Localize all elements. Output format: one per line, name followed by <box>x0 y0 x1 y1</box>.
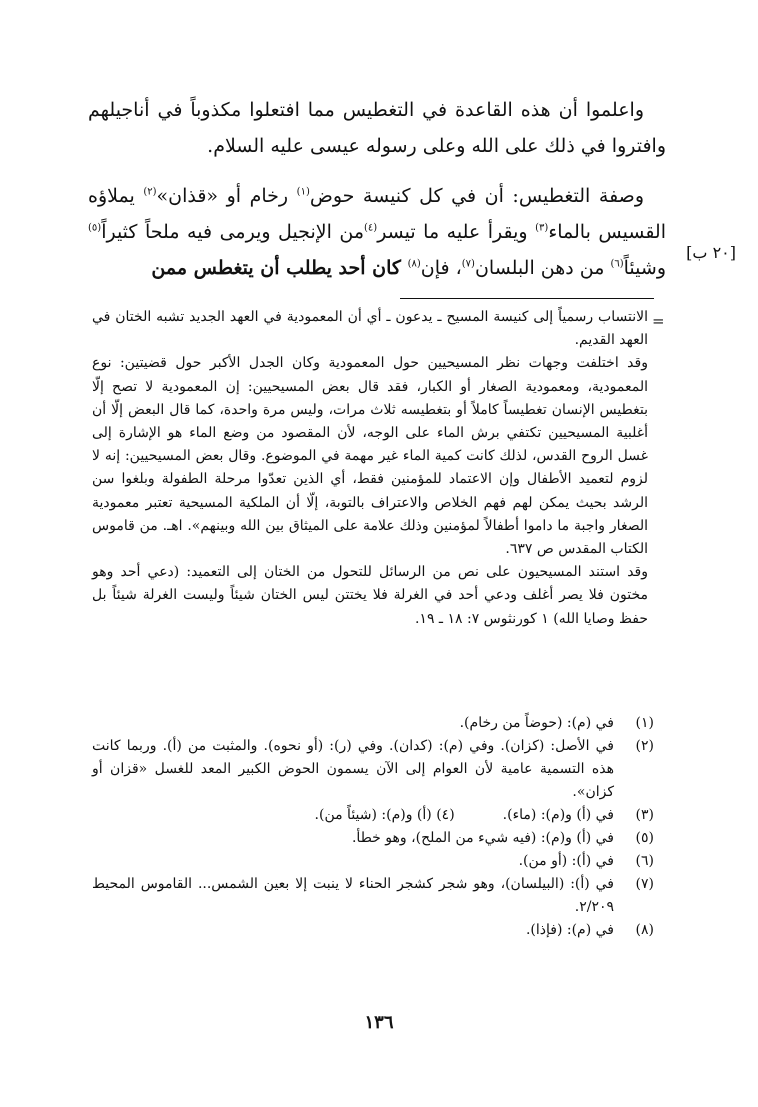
footnote-ref-3: (٣) <box>535 222 549 234</box>
footnote-number: (٣) <box>635 807 654 823</box>
footnote-paragraph: الانتساب رسمياً إلى كنيسة المسيح ـ يدعون ـ أي أن المعمودية في العهد الجديد تشبه الختان في العهد القديم. <box>92 309 648 349</box>
footnote-8 <box>92 919 654 942</box>
text-run: رخام أو «قذان» <box>156 185 297 207</box>
footnote-7 <box>92 873 654 919</box>
footnote-6 <box>92 850 654 873</box>
footnote-continuation-mark: = <box>652 312 665 330</box>
main-paragraph-2 <box>88 178 666 286</box>
footnote-ref-4: (٤) <box>364 222 378 234</box>
footnote-text: في (م): (فإذا). <box>525 922 614 938</box>
footnote-number: (١) <box>635 715 654 731</box>
footnote-3-4 <box>92 804 654 827</box>
text-run: كان أحد يطلب أن يتغطس ممن <box>151 257 408 279</box>
footnote-ref-5: (٥) <box>88 222 102 234</box>
main-paragraph-1: واعلموا أن هذه القاعدة في التغطيس مما افتعلوا مكذوباً في أناجيلهم وافتروا في ذلك على الله وعلى رسوله عيسى عليه السلام. <box>88 99 666 157</box>
footnote-ref-7: (٧) <box>461 258 475 270</box>
footnote-4-text: (أ) و(م): (شيئاً من). <box>314 807 432 823</box>
text-run: وصفة التغطيس: أن في كل كنيسة حوض <box>309 185 644 207</box>
page-number: ١٣٦ <box>364 1012 394 1033</box>
text-run: ويقرأ عليه ما تيسر <box>377 221 536 243</box>
footnote-4-number: (٤) <box>436 807 455 823</box>
footnote-text: في (أ): (البيلسان)، وهو شجر كشجر الحناء لا ينبت إلا بعين الشمس... القاموس المحيط ٢/٢٠٩. <box>92 876 614 915</box>
footnote-2 <box>92 735 654 804</box>
footnote-1 <box>92 712 654 735</box>
footnote-paragraph: وقد استند المسيحيون على نص من الرسائل للتحول من الختان إلى التعميد: (دعي أحد وهو مختون فلا يصر أغلف ودعي أحد في الغرلة فلا يختتن ليس الختان شيئاً وليست الغرلة شيئاً بل حفظ وصايا الله) ١ كورنثوس ٧: ١٨ ـ ١٩. <box>92 564 648 627</box>
footnotes-list <box>92 712 654 942</box>
text-run: من الإنجيل ويرمى فيه ملحاً كثيراً <box>101 221 365 243</box>
footnote-ref-2: (٢) <box>143 186 157 198</box>
footnote-text: في (م): (حوضاً من رخام). <box>459 715 614 731</box>
footnote-ref-1: (١) <box>296 186 310 198</box>
footnote-separator <box>400 298 654 299</box>
footnote-number: (٥) <box>635 830 654 846</box>
footnote-5 <box>92 827 654 850</box>
footnote-text: في الأصل: (كزان). وفي (م): (كدان). وفي (ر): (أو نحوه). والمثبت من (أ). وربما كانت هذه التسمية عامية لأن العوام إلى الآن يسمون الحوض الكبير المعد للغسل «قزان أو كزان». <box>92 738 614 800</box>
footnote-paragraph: وقد اختلفت وجهات نظر المسيحيين حول المعمودية وكان الجدل الأكبر حول قضيتين: نوع المعمودية، ومعمودية الصغار أو الكبار، فقد قال بعض المسيحيين: إن المعمودية لا تصح إلّا بتغطيس الإنسان تغطيساً كاملاً أو بتغطيسه ثلاث مرات، وليس مرة واحدة، كما قال البعض إلّا أن أغلبية المسيحيين تكتفي برش الماء على الوجه، لأن المقصود من وضع الماء هو الإشارة إلى غسل الروح القدس، لذلك كانت كمية الماء غير مهمة في الموضوع. وقال بعض المسيحيين: إنه لا لزوم لتعميد الأطفال وإن الاعتماد للمؤمنين فقط، أي الذين تعدّوا مرحلة الطفولة وبلغوا سن الرشد بحيث يمكن لهم فهم الخلاص والاعتراف بالتوبة، إلّا أن الملكية المسيحية تعتبر معمودية الصغار واجبة ما داموا أطفالاً لمؤمنين وذلك علامة على الميثاق بين الله وبينهم». اهـ. من قاموس الكتاب المقدس ص ٦٣٧. <box>92 355 648 558</box>
footnote-number: (٦) <box>635 853 654 869</box>
footnote-number: (٧) <box>635 876 654 892</box>
footnote-3-text: في (أ) و(م): (ماء). <box>502 807 614 823</box>
text-run: ، فإن <box>420 257 462 279</box>
footnote-text: في (أ) و(م): (فيه شيء من الملح)، وهو خطأ. <box>351 830 614 846</box>
footnote-continuation <box>92 306 648 631</box>
manuscript-folio-note: [٢٠ ب] <box>686 243 736 262</box>
text-run: من دهن البلسان <box>474 257 611 279</box>
main-text <box>88 92 666 286</box>
footnote-number: (٨) <box>635 922 654 938</box>
footnote-ref-8: (٨) <box>407 258 421 270</box>
footnote-text <box>92 804 614 827</box>
footnote-ref-6: (٦) <box>610 258 624 270</box>
text-run: وشيئاً <box>623 257 666 279</box>
footnote-text: في (أ): (أو من). <box>518 853 614 869</box>
text-run: يملاؤه القسيس بالماء <box>88 185 666 243</box>
footnote-number: (٢) <box>635 738 654 754</box>
